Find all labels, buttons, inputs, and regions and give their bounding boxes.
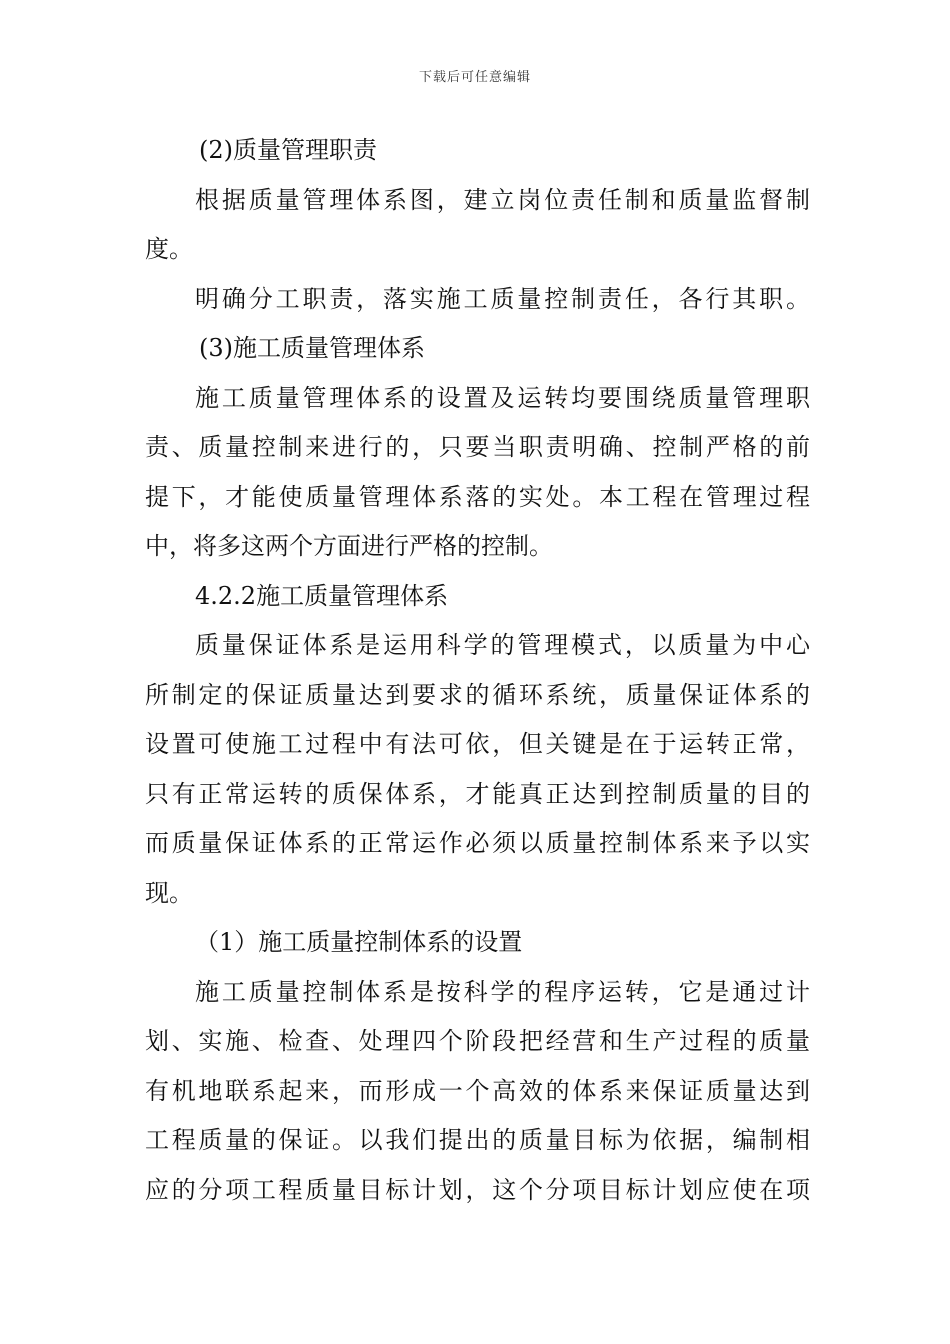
- paragraph-line: 有机地联系起来，而形成一个高效的体系来保证质量达到: [145, 1076, 810, 1105]
- paragraph-line: 设置可使施工过程中有法可依，但关键是在于运转正常，: [145, 730, 810, 758]
- paragraph-line: 明确分工职责，落实施工质量控制责任，各行其职。: [195, 284, 810, 313]
- section-heading-construction-quality-system: (3)施工质量管理体系: [199, 334, 425, 362]
- paragraph-line: 度。: [145, 235, 193, 263]
- paragraph-line: 只有正常运转的质保体系，才能真正达到控制质量的目的: [145, 779, 810, 808]
- section-heading-4-2-2: 4.2.2施工质量管理体系: [195, 581, 449, 610]
- section-heading-control-system-setup: （1）施工质量控制体系的设置: [195, 928, 523, 956]
- paragraph-line: 质量保证体系是运用科学的管理模式，以质量为中心: [195, 631, 810, 659]
- paragraph-line: 施工质量管理体系的设置及运转均要围绕质量管理职: [195, 383, 810, 412]
- paragraph-line: 工程质量的保证。以我们提出的质量目标为依据，编制相: [145, 1126, 810, 1154]
- paragraph-line: 现。: [145, 878, 193, 907]
- paragraph-line: 责、质量控制来进行的，只要当职责明确、控制严格的前: [145, 433, 810, 461]
- paragraph-line: 提下，才能使质量管理体系落的实处。本工程在管理过程: [145, 482, 810, 511]
- paragraph-line: 中，将多这两个方面进行严格的控制。: [145, 532, 553, 560]
- paragraph-line: 根据质量管理体系图，建立岗位责任制和质量监督制: [195, 185, 810, 214]
- paragraph-line: 而质量保证体系的正常运作必须以质量控制体系来予以实: [145, 829, 810, 857]
- section-heading-quality-duties: (2)质量管理职责: [199, 136, 377, 164]
- paragraph-line: 划、实施、检查、处理四个阶段把经营和生产过程的质量: [145, 1027, 810, 1055]
- paragraph-line: 所制定的保证质量达到要求的循环系统，质量保证体系的: [145, 680, 810, 709]
- paragraph-line: 施工质量控制体系是按科学的程序运转，它是通过计: [195, 977, 810, 1006]
- paragraph-line: 应的分项工程质量目标计划，这个分项目标计划应使在项: [145, 1175, 810, 1204]
- page-header: 下载后可任意编辑: [418, 70, 531, 85]
- document-body: [145, 126, 810, 1215]
